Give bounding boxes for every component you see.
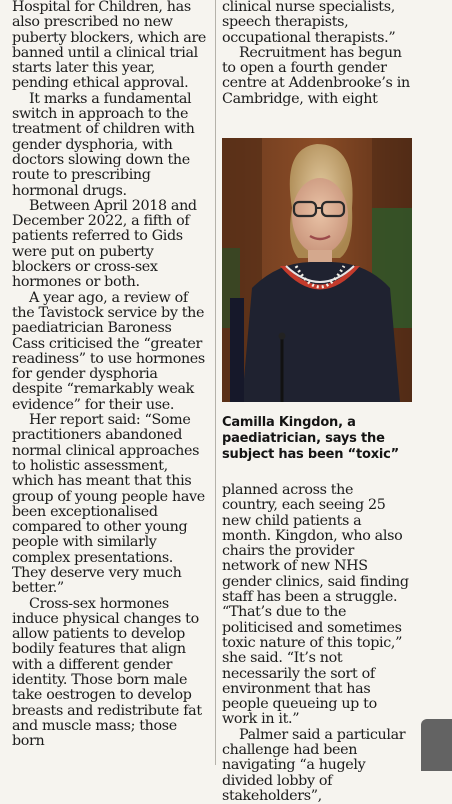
article-column-right-top <box>222 0 412 107</box>
article-paragraph: A year ago, a review of the Tavistock service by the paediatrician Baroness Cass criticised the “greater readiness” to use hormones for gender dysphoria despite “remarkably weak evidence” for their use. <box>12 289 205 413</box>
article-paragraph: Cross-sex hormones induce physical changes to allow patients to develop bodily features that align with a different gender identity. Those born male take oestrogen to develop breasts and redistribute fat and muscle mass; those born <box>12 595 202 750</box>
article-paragraph: clinical nurse specialists, speech therapists, occupational therapists.” <box>222 0 396 46</box>
floating-tab-button[interactable] <box>421 719 452 771</box>
article-column-left <box>12 0 208 750</box>
photo-caption: Camilla Kingdon, a paediatrician, says the subject has been “toxic” <box>222 415 400 462</box>
article-paragraph: Hospital for Children, has also prescribed no new puberty blockers, which are banned until a clinical trial starts later this year, pending ethical approval. <box>12 0 207 92</box>
article-paragraph: Recruitment has begun to open a fourth gender centre at Addenbrooke’s in Cambridge, with eight <box>222 44 410 107</box>
article-paragraph: Between April 2018 and December 2022, a fifth of patients referred to Gids were put on puberty blockers or cross-sex hormones or both. <box>12 197 197 291</box>
portrait-photo <box>222 138 412 402</box>
article-paragraph: It marks a fundamental switch in approach to the treatment of children with gender dysphoria, with doctors slowing down the route to prescribing hormonal drugs. <box>12 90 195 199</box>
article-column-right-bottom <box>222 483 412 804</box>
article-paragraph: Palmer said a particular challenge had been navigating “a hugely divided lobby of stakeholders”, <box>222 726 406 804</box>
column-divider <box>215 0 216 765</box>
article-paragraph: planned across the country, each seeing 25 new child patients a month. Kingdon, who also chairs the provider network of new NHS gender clinics, said finding staff has been a struggle. “That’s due to the politicised and sometimes toxic nature of this topic,” she said. “It’s not necessarily the sort of environment that has people queueing up to work in it.” <box>222 482 409 728</box>
article-paragraph: Her report said: “Some practitioners abandoned normal clinical approaches to holistic assessment, which has meant that this group of young people have been exceptionalised compared to other young people with similarly complex presentations. They deserve very much better.” <box>12 412 205 597</box>
